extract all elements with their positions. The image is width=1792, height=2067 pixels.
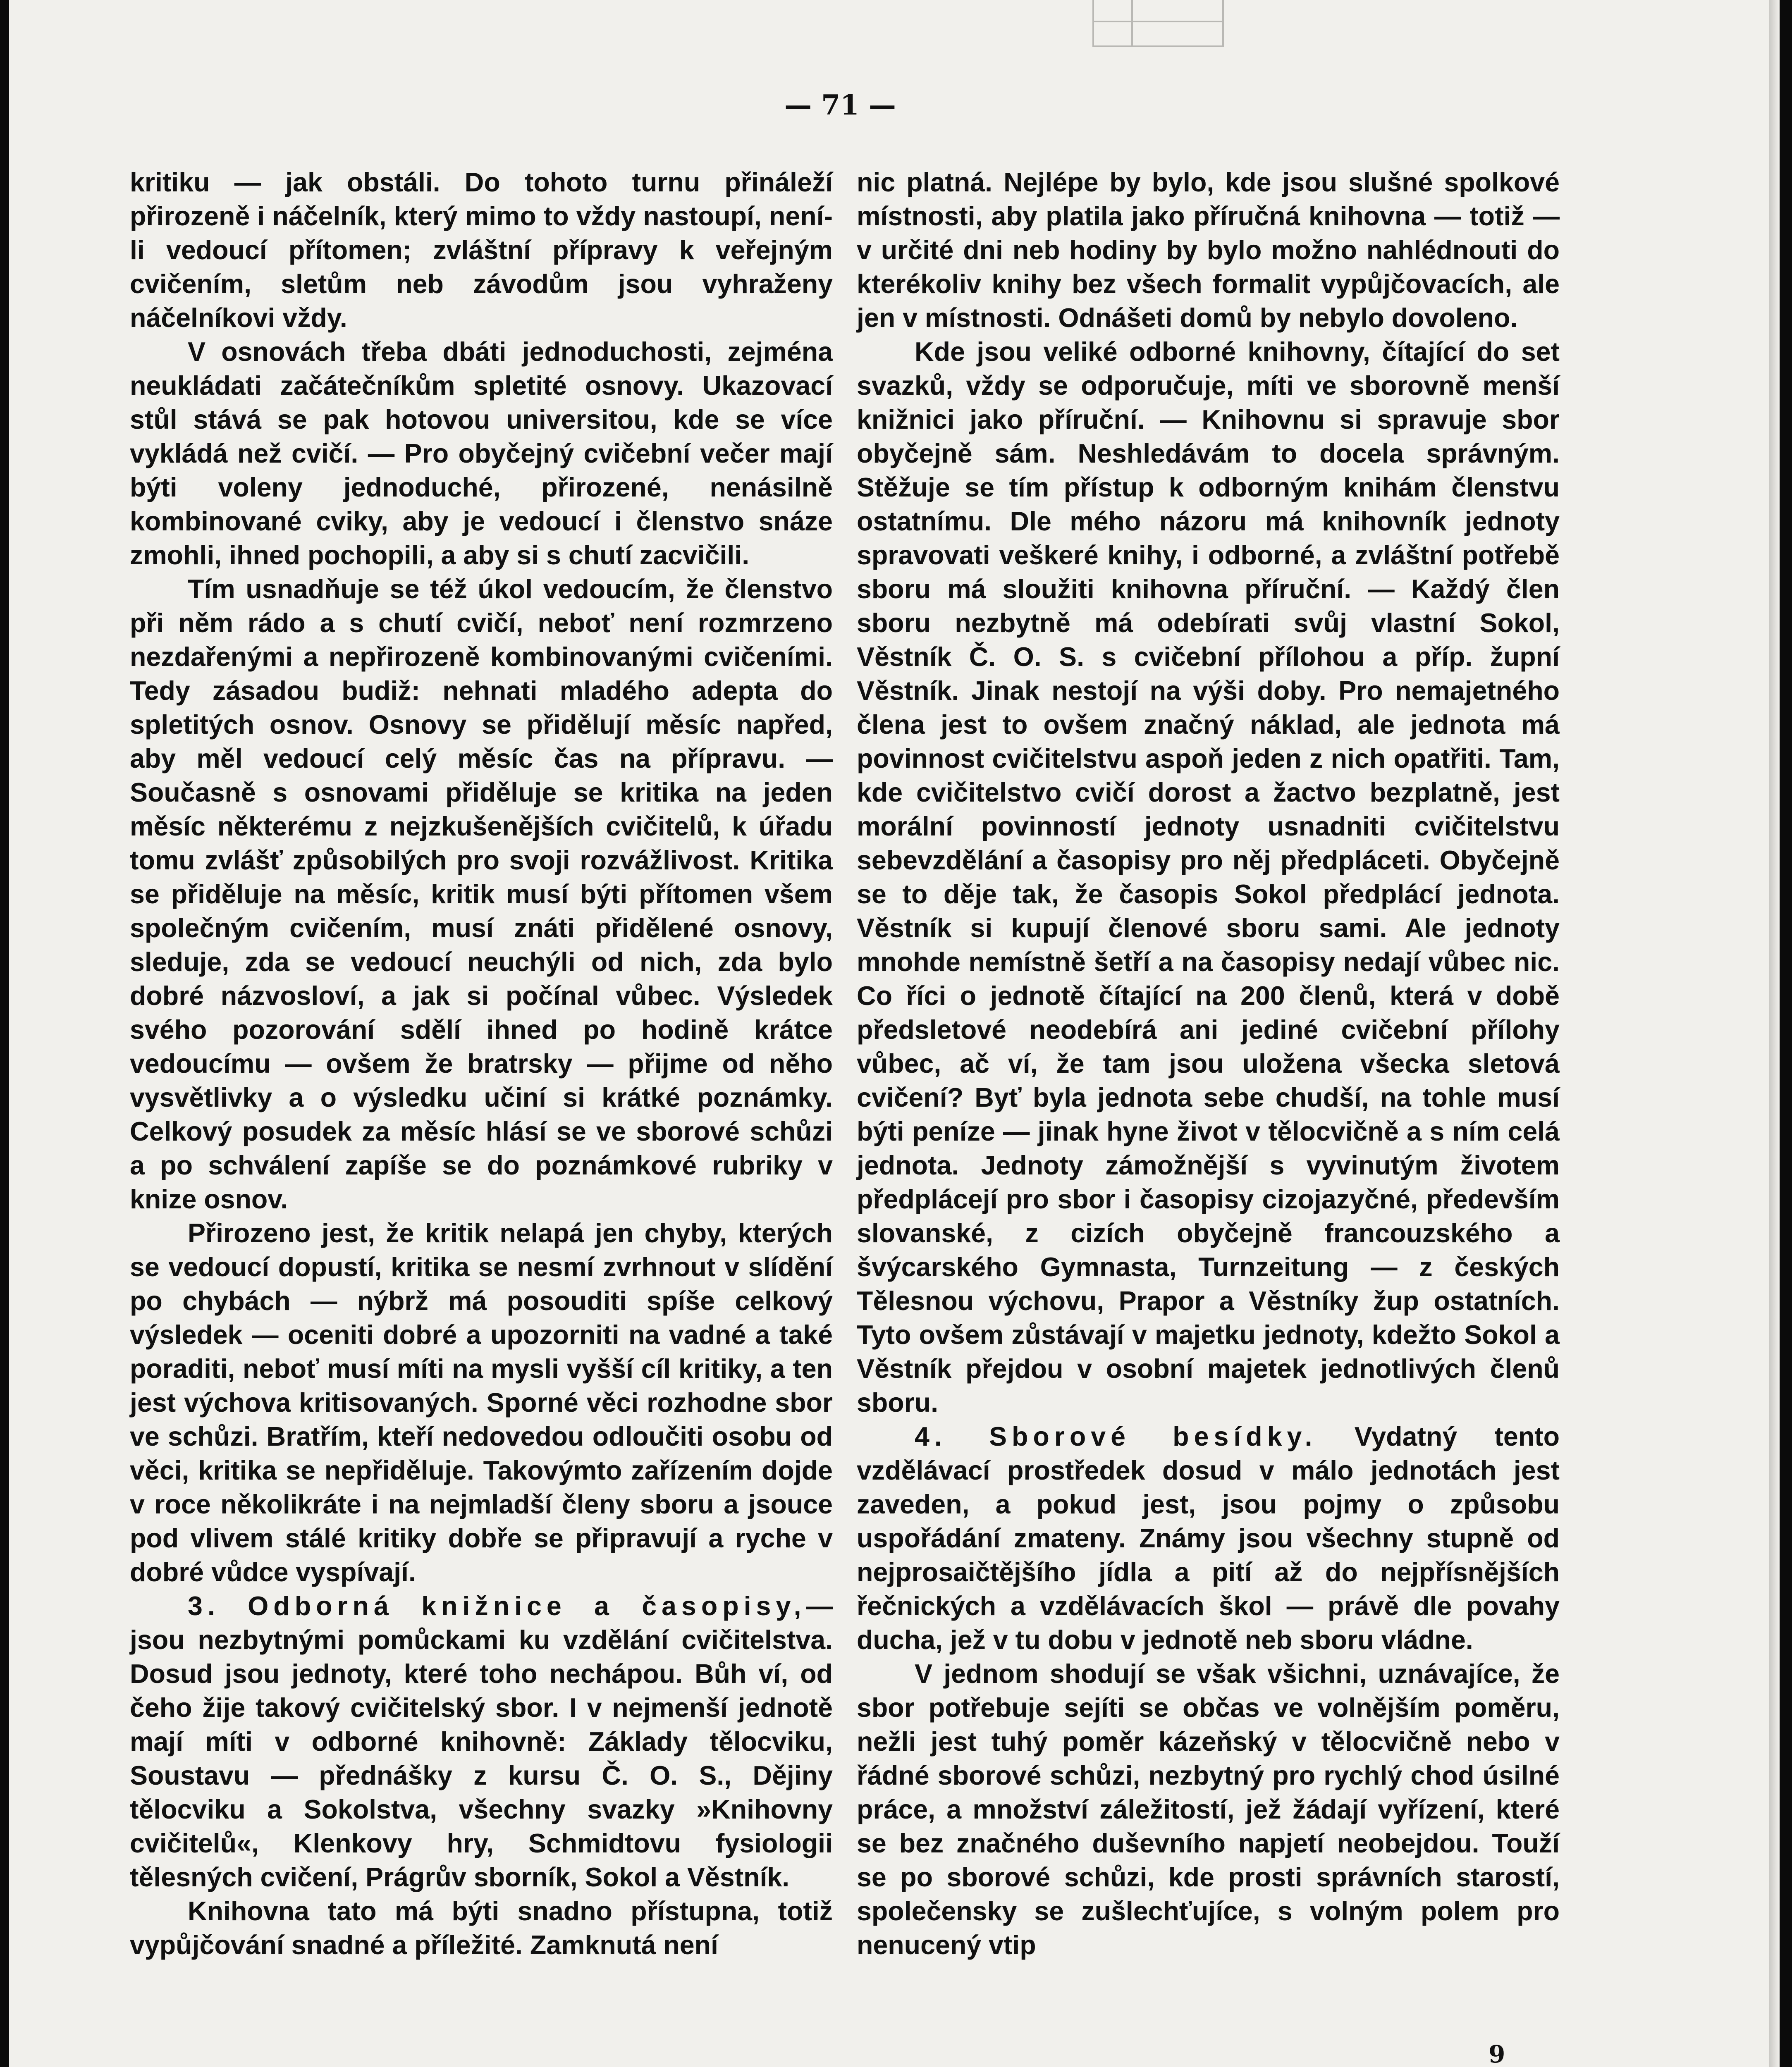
page-number: — 71 — [784, 89, 896, 121]
paragraph: Knihovna tato má býti snadno přístupna, totiž vypůjčování snadné a příležité. Zamknutá není [130, 1896, 833, 1960]
scan-edge [1769, 0, 1780, 2067]
paragraph: Přirozeno jest, že kritik nelapá jen chyby, kterých se vedoucí dopustí, kritika se nesmí zvrhnout v slídění po chybách — nýbrž má posouditi spíše celkový výsledek — oceniti dobré a upozorniti na vadné a také poraditi, neboť musí míti na mysli vyšší cíl kritiky, a ten jest výchova kritisovaných. Sporné věci rozhodne sbor ve schůzi. Bratřím, kteří nedovedou odloučiti osobu od věci, kritika se nepřiděluje. Takovýmto zařízením dojde v roce několikráte i na nejmladší členy sboru a jsouce pod vlivem stálé kritiky dobře se připravují a ryche v dobré vůdce vyspívají. [130, 1218, 833, 1587]
section-paragraph [130, 1589, 833, 1894]
section-body: Vydatný tento vzdělávací prostředek dosud v málo jednotách jest zaveden, a pokud jest, jsou pojmy o způsobu uspořádání zmateny. Známy jsou všechny stupně od nejprosaičtějšího jídla a pití až do nejpřísnějších řečnických a vzdělávacích škol — právě dle povahy ducha, jež v tu dobu v jednotě neb sboru vládne. [857, 1422, 1560, 1655]
section-heading: 3. Odborná knižnice a časopisy, [188, 1591, 806, 1621]
right-column [857, 165, 1560, 1962]
signature-mark: 9 [1489, 2040, 1505, 2067]
paragraph: V jednom shodují se však všichni, uznávajíce, že sbor potřebuje sejíti se občas ve volnějším poměru, nežli jest tuhý poměr kázeňský v tělocvičně nebo v řádné sborové schůzi, nezbytný pro rychlý chod úsilné práce, a množství záležitostí, jež žádají vyřízení, které se bez značného duševního napjetí neobejdou. Touží se po sborové schůzi, kde prosti správních starostí, společensky se zušlechťujíce, s volným polem pro nenucený vtip [857, 1659, 1560, 1960]
section-body: — jsou nezbytnými pomůckami ku vzdělání cvičitelstva. Dosud jsou jednoty, které toho nechápou. Bůh ví, od čeho žije takový cvičitelský sbor. I v nejmenší jednotě mají míti v odborné knihovně: Základy tělocviku, Soustavu — přednášky z kursu Č. O. S., Dějiny tělocviku a Sokolstva, všechny svazky »Knihovny cvičitelů«, Klenkovy hry, Schmidtovu fysiologii tělesných cvičení, Prágrův sborník, Sokol a Věstník. [130, 1591, 833, 1892]
document-page [9, 0, 1780, 2067]
library-stamp [1092, 0, 1224, 47]
section-paragraph [857, 1420, 1560, 1657]
paragraph: nic platná. Nejlépe by bylo, kde jsou slušné spolkové místnosti, aby platila jako příručná knihovna — totiž — v určité dni neb hodiny by bylo možno nahlédnouti do kterékoliv knihy bez všech formalit vypůjčovacích, ale jen v místnosti. Odnášeti domů by nebylo dovoleno. [857, 167, 1560, 333]
paragraph: V osnovách třeba dbáti jednoduchosti, zejména neukládati začátečníkům spletité osnovy. Ukazovací stůl stává se pak hotovou universitou, kde se více vykládá než cvičí. — Pro obyčejný cvičební večer mají býti voleny jednoduché, přirozené, nenásilně kombinované cviky, aby je vedoucí i členstvo snáze zmohli, ihned pochopili, a aby si s chutí zacvičili. [130, 337, 833, 570]
paragraph: Tím usnadňuje se též úkol vedoucím, že členstvo při něm rádo a s chutí cvičí, neboť není rozmrzeno nezdařenými a nepřirozeně kombinovanými cvičeními. Tedy zásadou budiž: nehnati mladého adepta do spletitých osnov. Osnovy se přidělují měsíc napřed, aby měl vedoucí celý měsíc čas na přípravu. — Současně s osnovami přiděluje se kritika na jeden měsíc některému z nejzkušenějších cvičitelů, k úřadu tomu zvlášť způsobilých pro svoji rozvážlivost. Kritika se přiděluje na měsíc, kritik musí býti přítomen všem společným cvičením, musí znáti přidělené osnovy, sleduje, zda se vedoucí neuchýli od nich, zda bylo dobré názvosloví, a jak si počínal vůbec. Výsledek svého pozorování sdělí ihned po hodině krátce vedoucímu — ovšem že bratrsky — přijme od něho vysvětlivky a o výsledku učiní si krátké poznámky. Celkový posudek za měsíc hlásí se ve sborové schůzi a po schválení zapíše se do poznámkové rubriky v knize osnov. [130, 574, 833, 1214]
left-column [130, 165, 833, 1962]
section-heading: 4. Sborové besídky. [915, 1422, 1317, 1451]
paragraph: Kde jsou veliké odborné knihovny, čítající do set svazků, vždy se odporučuje, míti ve sborovně menší knižnici jako příruční. — Knihovnu si spravuje sbor obyčejně sám. Neshledávám to docela správným. Stěžuje se tím přístup k odborným knihám členstvu ostatnímu. Dle mého názoru má knihovník jednoty spravovati veškeré knihy, i odborné, a zvláštní potřebě sboru má sloužiti knihovna příruční. — Každý člen sboru nezbytně má odebírati svůj vlastní Sokol, Věstník Č. O. S. s cvičební přílohou a příp. župní Věstník. Jinak nestojí na výši doby. Pro nemajetného člena jest to ovšem značný náklad, ale jednota má povinnost cvičitelstvu aspoň jeden z nich opatřiti. Tam, kde cvičitelstvo cvičí dorost a žactvo bezplatně, jest morální povinností jednoty usnadniti cvičitelstvu sebevzdělání a časopisy pro něj předpláceti. Obyčejně se to děje tak, že časopis Sokol předplácí jednota. Věstník si kupují členové sboru sami. Ale jednoty mnohde nemístně šetří a na časopisy nedají vůbec nic. Co říci o jednotě čítající na 200 členů, která v době předsletové neodebírá ani jediné cvičební přílohy vůbec, ač ví, že tam jsou uložena všecka sletová cvičení? Byť byla jednota sebe chudší, na tohle musí býti peníze — jinak hyne život v tělocvičně a s ním celá jednota. Jednoty zámožnější s vyvinutým životem předplácejí pro sbor i časopisy cizojazyčné, především slovanské, z cizích obyčejně francouzského a švýcarského Gymnasta, Turnzeitung — z českých Tělesnou výchovu, Prapor a Věstníky žup ostatních. Tyto ovšem zůstávají v majetku jednoty, kdežto Sokol a Věstník přejdou v osobní majetek jednotlivých členů sboru. [857, 337, 1560, 1418]
paragraph: kritiku — jak obstáli. Do tohoto turnu přináleží přirozeně i náčelník, který mimo to vždy nastoupí, není-li vedoucí přítomen; zvláštní přípravy k veřejným cvičením, sletům neb závodům jsou vyhraženy náčelníkovi vždy. [130, 167, 833, 333]
